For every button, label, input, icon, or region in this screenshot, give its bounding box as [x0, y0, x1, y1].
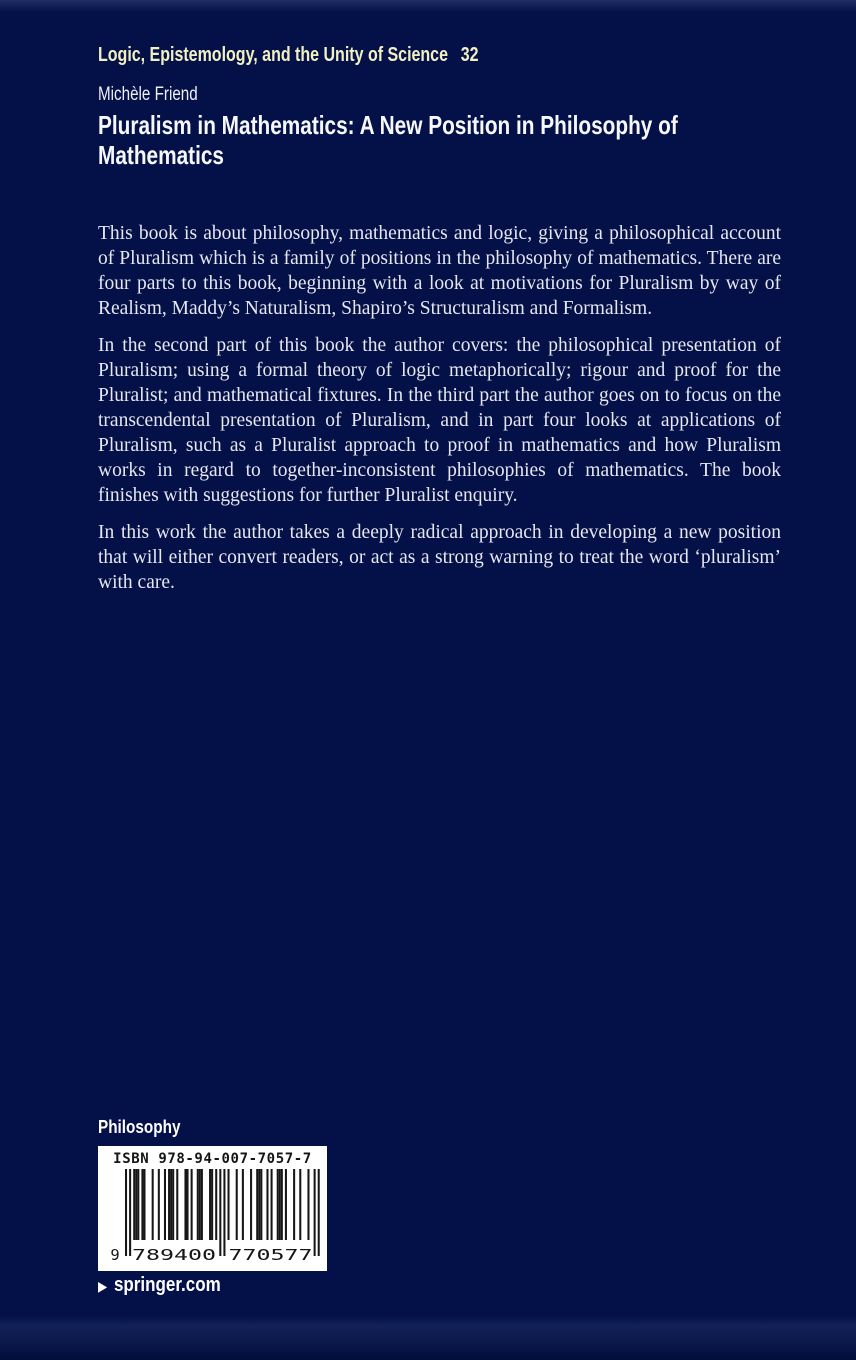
series-volume: 32	[460, 44, 479, 66]
isbn-number: ISBN 978-94-007-7057-7	[113, 1151, 312, 1167]
description-paragraph-3: In this work the author takes a deeply radical approach in developing a new position that will either convert readers, or act as a strong warning to treat the word ‘pluralism’ with care.	[98, 522, 781, 593]
author-name: Michèle Friend	[98, 84, 198, 105]
description-paragraph-2: In the second part of this book the author covers: the philosophical presentation of Pluralism; using a formal theory of logic metaphorically; rigour and proof for the Pluralist; and mathematical fixtures. In the third part the author goes on to focus on the transcendental presentation of Pluralism, and in part four looks at applications of Pluralism, such as a Pluralist approach to proof in mathematics and how Pluralism works in regard to together-inconsistent philosophies of mathematics. The book finishes with suggestions for further Pluralist enquiry.	[98, 335, 781, 506]
series-line	[98, 44, 786, 67]
category-label: Philosophy	[98, 1117, 181, 1137]
svg-text:9: 9	[110, 1246, 120, 1263]
svg-text:789400: 789400	[132, 1246, 216, 1263]
svg-text:770577: 770577	[228, 1246, 313, 1263]
ean13-barcode-icon	[109, 1169, 321, 1263]
description-paragraph-1: This book is about philosophy, mathematics and logic, giving a philosophical account of Pluralism which is a family of positions in the philosophy of mathematics. There are four parts to this book, beginning with a look at motivations for Pluralism by way of Realism, Maddy’s Naturalism, Shapiro’s Structuralism and Formalism.	[98, 223, 781, 319]
arrow-right-icon: ▶	[98, 1277, 108, 1294]
description	[98, 221, 781, 607]
publisher-line	[98, 1274, 221, 1297]
book-title: Pluralism in Mathematics: A New Position in Philosophy of Mathematics	[98, 110, 678, 170]
series-title: Logic, Epistemology, and the Unity of Science	[98, 44, 448, 66]
publisher-url: springer.com	[113, 1274, 221, 1296]
isbn-barcode-box	[98, 1146, 327, 1271]
